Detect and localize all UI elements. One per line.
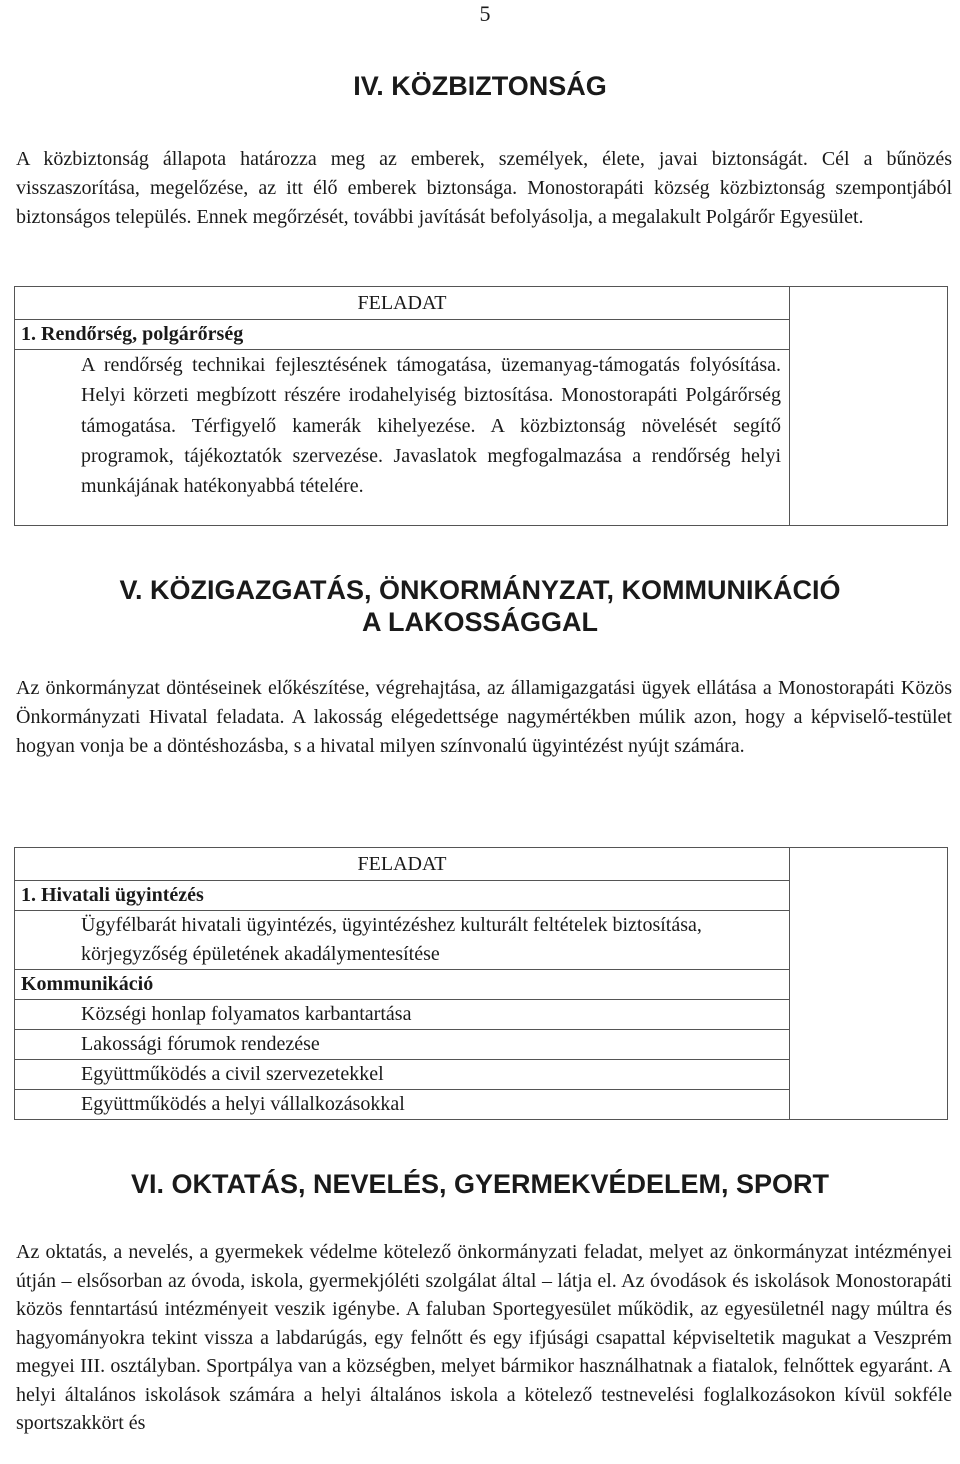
task-item: Községi honlap folyamatos karbantartása [15, 1000, 790, 1030]
task-table-kozigazgatas [14, 847, 948, 1120]
task-title: FELADAT [15, 848, 790, 881]
task-item: Együttműködés a civil szervezetekkel [15, 1060, 790, 1090]
section-intro-oktatas: Az oktatás, a nevelés, a gyermekek védelme kötelező önkormányzati feladat, melyet az önkormányzat intézményei útján – elsősorban az óvoda, iskola, gyermekjóléti szolgálat által – látja el. Az óvodások és iskolások Monostorapáti közös fenntartású intézményeit veszik igénybe. A faluban Sportegyesület működik, az egyesületnél nagy múltra és hagyományokra tekint vissza a labdarúgás, egy felnőtt és egy ifjúsági csapattal képviseltetik magukat a Veszprém megyei III. osztályban. Sportpálya van a községben, melyet bármikor használhatnak a fiatalok, felnőttek egyaránt. A helyi általános iskolások számára a helyi általános iskola a kötelező testnevelési foglalkozásokon kívül sokféle sportszakkört és [16, 1241, 952, 1434]
task-title: FELADAT [15, 287, 790, 320]
task-label-rendorseg: 1. Rendőrség, polgárőrség [15, 320, 790, 350]
task-label-hivatali: 1. Hivatali ügyintézés [15, 881, 790, 911]
section-intro-kozigazgatas: Az önkormányzat döntéseinek előkészítése, végrehajtása, az államigazgatási ügyek ellátása a Monostorapáti Közös Önkormányzati Hivatal feladata. A lakosság elégedettsége nagymértékben múlik azon, hogy a képviselő-testület hogyan vonja be a döntéshozásba, s a hivatal milyen színvonalú ügyintézést nyújt számára. [16, 677, 952, 757]
section-heading-kozigazgatas: V. KÖZIGAZGATÁS, ÖNKORMÁNYZAT, KOMMUNIKÁCIÓ [119, 575, 841, 605]
task-item: Együttműködés a helyi vállalkozásokkal [15, 1090, 790, 1120]
section-heading-kozbiztonsag: IV. KÖZBIZTONSÁG [353, 71, 607, 101]
task-side-column [790, 287, 948, 526]
task-text-hivatali: Ügyfélbarát hivatali ügyintézés, ügyintézéshez kulturált feltételek biztosítása, körjegyzőség épületének akadálymentesítése [15, 911, 790, 970]
section-intro-kozbiztonsag: A közbiztonság állapota határozza meg az emberek, személyek, élete, javai biztonságát. Cél a bűnözés visszaszorítása, megelőzése, az itt élő emberek biztonsága. Monostorapáti község közbiztonság szempontjából biztonságos település. Ennek megőrzését, további javítását befolyásolja, a megalakult Polgárőr Egyesület. [16, 148, 952, 228]
page-number: 5 [479, 1, 491, 26]
task-item: Lakossági fórumok rendezése [15, 1030, 790, 1060]
task-table-kozbiztonsag [14, 286, 948, 526]
task-side-column [790, 848, 948, 1120]
section-heading-kozigazgatas-line2: A LAKOSSÁGGAL [362, 607, 598, 637]
section-heading-oktatas: VI. OKTATÁS, NEVELÉS, GYERMEKVÉDELEM, SPORT [130, 1169, 830, 1199]
task-label-kommunikacio: Kommunikáció [15, 970, 790, 1000]
task-text-rendorseg: A rendőrség technikai fejlesztésének támogatása, üzemanyag-támogatás folyósítása. Helyi körzeti megbízott részére irodahelyiség biztosítása. Monostorapáti Polgárőrség támogatása. Térfigyelő kamerák kihelyezése. A közbiztonság növelését segítő programok, tájékoztatók szervezése. Javaslatok megfogalmazása a rendőrség helyi munkájának hatékonyabbá tételére. [15, 350, 790, 526]
